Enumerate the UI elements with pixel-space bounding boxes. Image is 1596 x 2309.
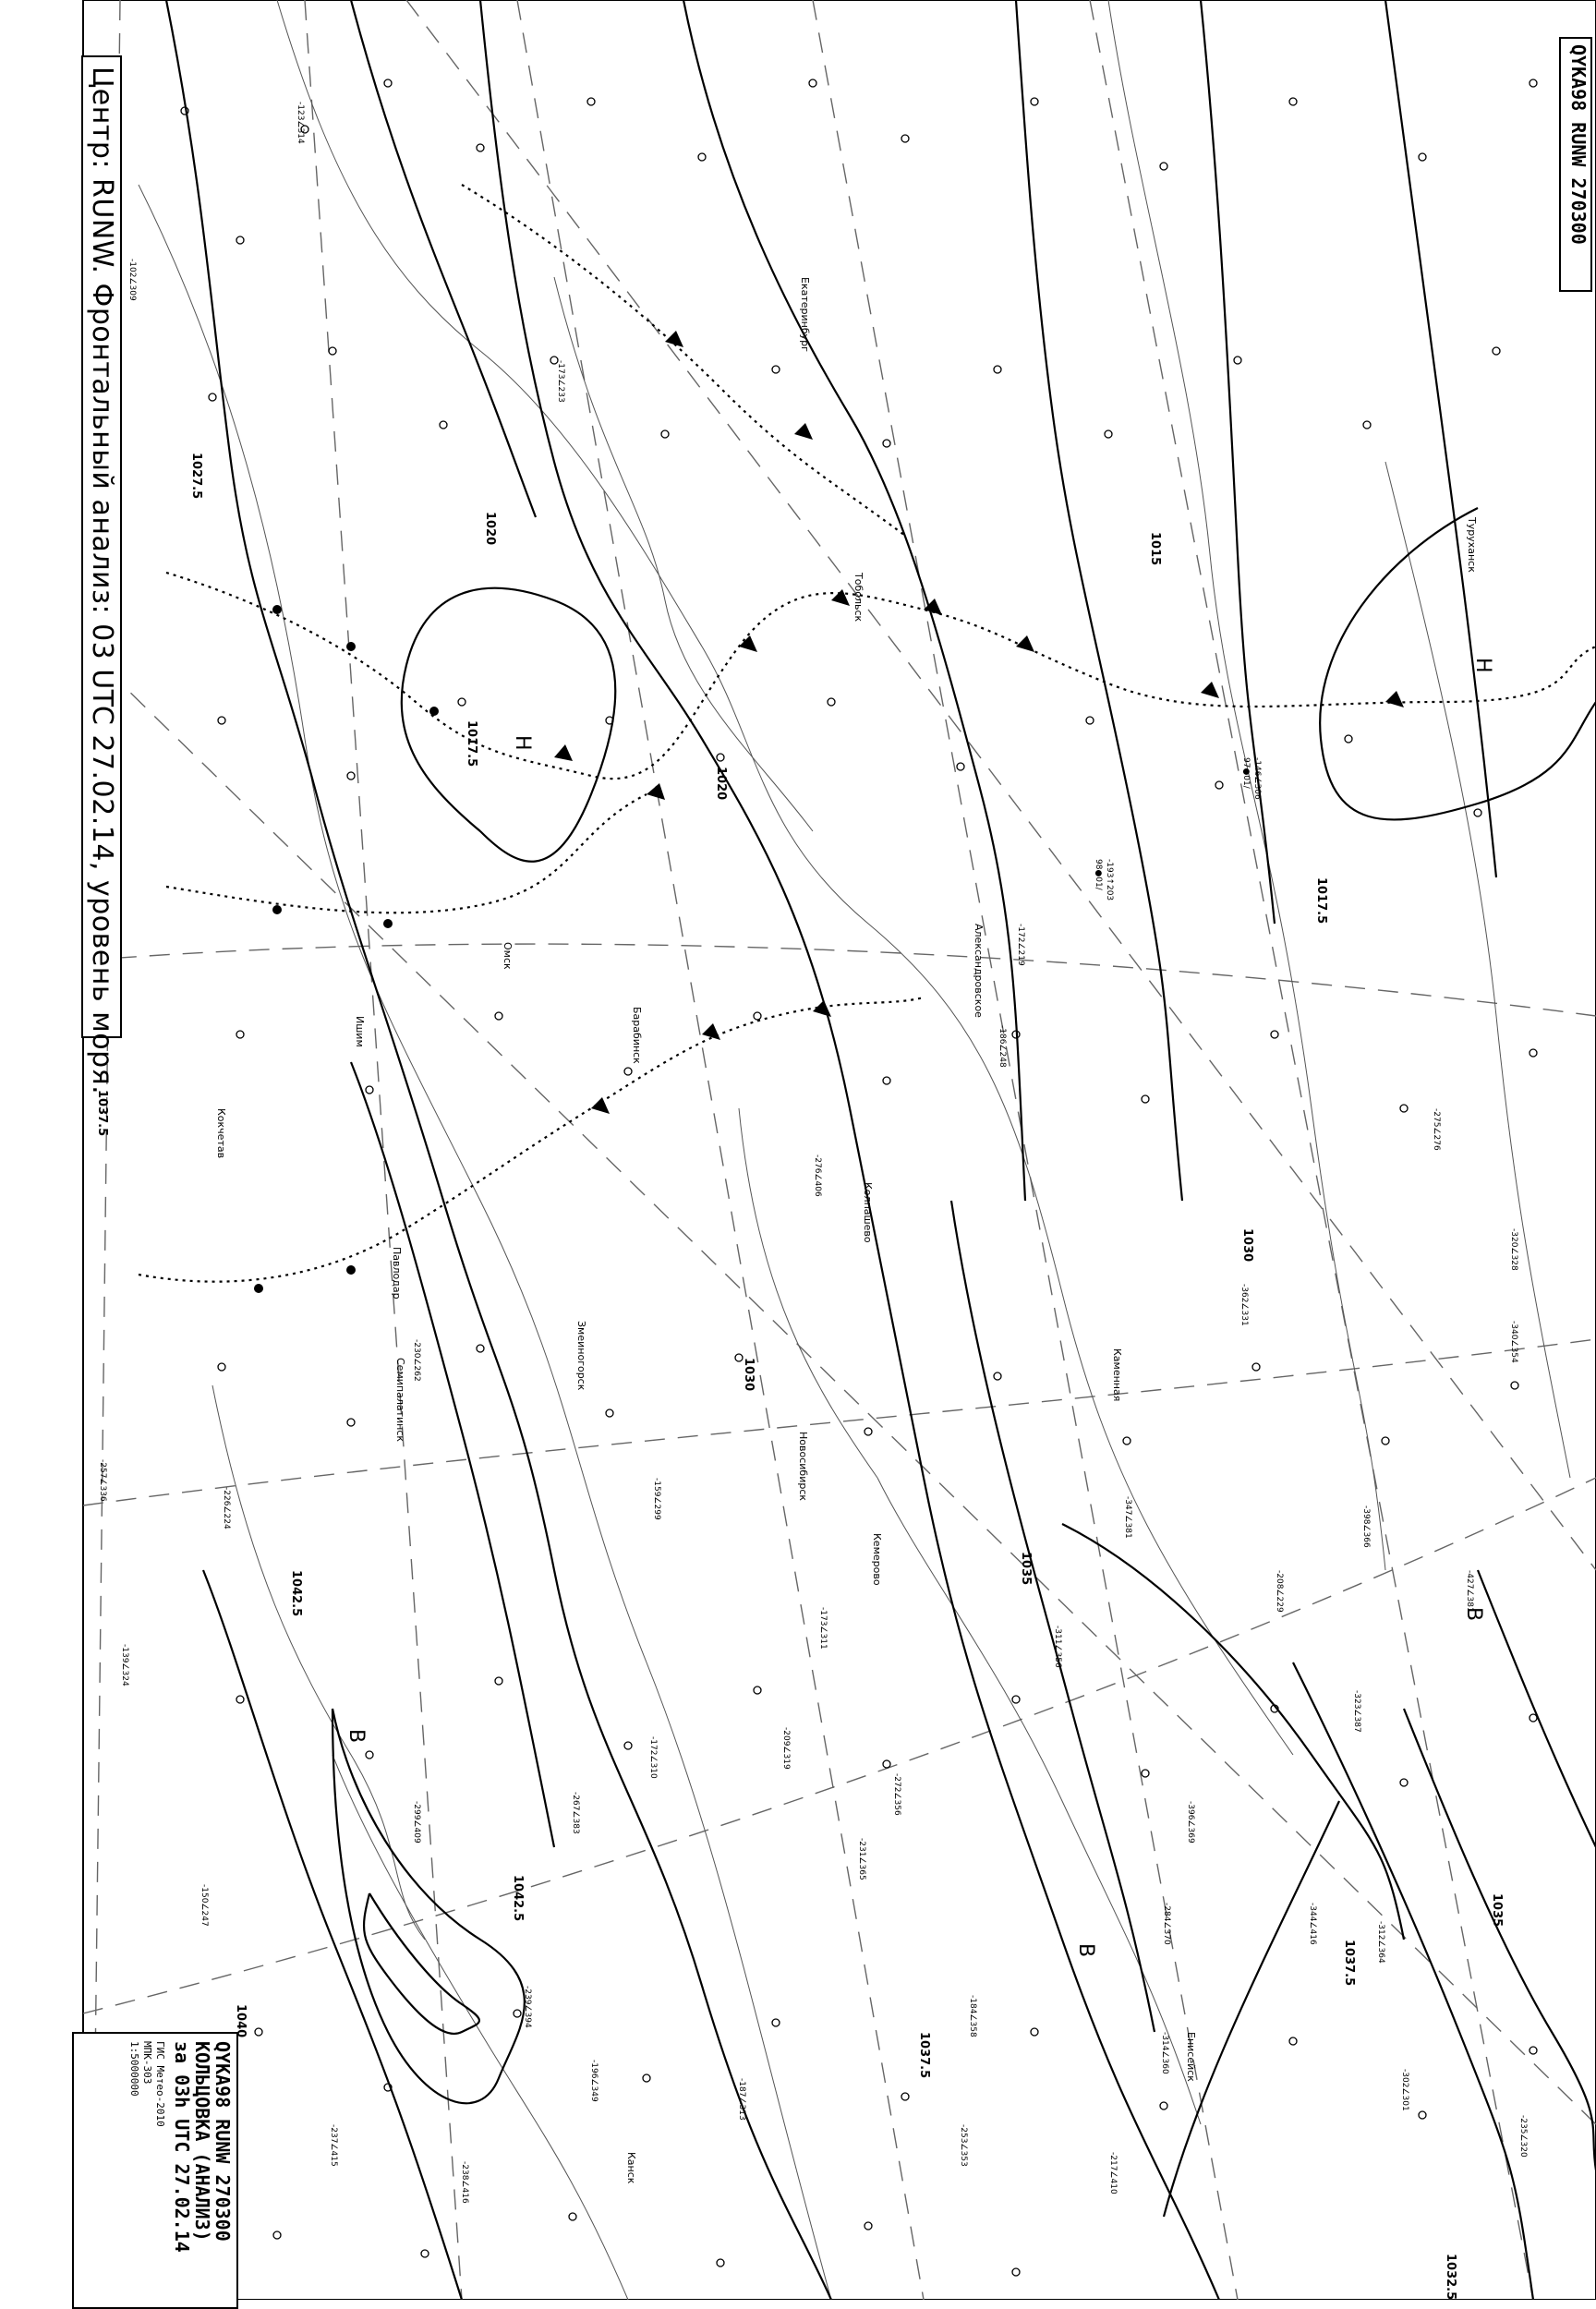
footer-line-4: ГИС Метео-2010	[154, 2041, 166, 2127]
city-name: Енисейск	[1185, 2032, 1197, 2082]
station-plot: -231∠365	[857, 1838, 866, 1880]
city-name: Колпашево	[862, 1182, 874, 1243]
isobar-label: 1040	[234, 2004, 248, 2038]
isobar-label: 1042.5	[289, 1570, 303, 1617]
code-box-top-text: QYKA98 RUNW 270300	[1567, 44, 1590, 245]
footer-line-5: МПК-303	[141, 2041, 154, 2085]
city-name: Омск	[502, 942, 514, 970]
city-name: Барабинск	[631, 1007, 643, 1064]
city-name: Александровское	[973, 924, 985, 1018]
isobar-label: 1037.5	[917, 2032, 931, 2079]
city-name: Новосибирск	[797, 1432, 809, 1502]
station-plot: -396∠369	[1186, 1801, 1195, 1844]
footer-line-6: 1:5000000	[128, 2041, 141, 2097]
isobar-label: 1030	[742, 1358, 756, 1392]
isobar-label: 1037.5	[95, 1090, 109, 1137]
footer-info-box	[72, 2032, 238, 2309]
isobar-label: 1020	[714, 767, 728, 801]
station-plot: -257∠336	[98, 1459, 107, 1502]
station-plot: -427∠381	[1465, 1570, 1474, 1613]
code-box-top	[1559, 37, 1592, 292]
city-name: Ишим	[354, 1016, 366, 1047]
station-plot: -267∠383	[571, 1792, 580, 1834]
station-plot: -172∠219	[1016, 924, 1025, 966]
isobar-label: 1037.5	[1342, 1940, 1356, 1987]
city-name: Семипалатинск	[394, 1358, 406, 1443]
station-plot: -312∠364	[1376, 1921, 1385, 1964]
station-plot: -347∠381	[1123, 1496, 1132, 1539]
city-name: Канск	[625, 2152, 637, 2184]
station-plot: -272∠356	[892, 1773, 901, 1816]
station-plot: -238∠416	[460, 2161, 469, 2204]
station-plot: -226∠224	[222, 1487, 231, 1529]
isobar-label: 1017.5	[1314, 877, 1328, 925]
isobar-label: 1042.5	[511, 1875, 525, 1922]
station-plot: -275∠276	[1432, 1108, 1441, 1151]
station-plot: -146∠306	[1252, 757, 1262, 800]
city-name: Тобольск	[852, 573, 864, 623]
station-plot: -193↑203	[1105, 859, 1114, 901]
station-plot: 97●01/	[1241, 757, 1251, 789]
city-name: Кемерово	[871, 1533, 883, 1586]
station-plot: -196∠349	[589, 2060, 598, 2102]
station-plot: -314∠360	[1160, 2032, 1169, 2074]
station-markers	[181, 79, 1537, 2276]
high-center-letter: В	[345, 1729, 368, 1744]
high-center-letter: В	[1074, 1943, 1097, 1958]
station-plot: -172∠310	[648, 1736, 658, 1779]
station-plot: -239∠394	[523, 1986, 532, 2028]
station-plot: -139∠324	[120, 1644, 129, 1686]
station-plot: 98●01/	[1094, 859, 1103, 890]
low-center-letter: Н	[1471, 658, 1494, 673]
city-name: Змеиногорск	[575, 1321, 587, 1391]
fronts	[139, 185, 1596, 1282]
station-plot: -299∠409	[412, 1801, 421, 1844]
map-frame	[83, 0, 1596, 2300]
station-plot: -187∠313	[737, 2078, 746, 2121]
station-plot: -311∠356	[1053, 1626, 1062, 1668]
station-plot: -217∠410	[1108, 2152, 1118, 2194]
station-plot: -237∠415	[329, 2124, 338, 2167]
station-plot: -302∠301	[1400, 2069, 1409, 2111]
station-plot: -230∠262	[412, 1339, 421, 1382]
isobar-label: 1030	[1240, 1228, 1254, 1263]
station-plot: -208∠229	[1275, 1570, 1284, 1613]
isobar-label: 1020	[483, 512, 497, 546]
station-plot: -150∠247	[200, 1884, 209, 1927]
city-name: Екатеринбург	[799, 277, 811, 352]
station-plot: -159∠299	[652, 1478, 661, 1520]
station-plot: -362∠331	[1239, 1284, 1249, 1326]
isobar-label: 1035	[1019, 1552, 1033, 1586]
isobar-label: 1017.5	[465, 720, 478, 768]
station-plot: -173∠233	[556, 360, 565, 403]
station-plot: -184∠358	[968, 1995, 977, 2037]
footer-line-1: QYKA98 RUNW 270300	[212, 2041, 234, 2242]
station-plot: -173∠311	[818, 1607, 828, 1650]
front-semicircles	[254, 605, 439, 1293]
coordinate-grid	[83, 0, 1596, 2300]
isobar-label: 1032.5	[1444, 2254, 1457, 2301]
main-title-box	[81, 55, 122, 1095]
city-name: Кокчетав	[215, 1108, 227, 1159]
isobar-label: 1027.5	[189, 453, 203, 500]
city-name: Каменная	[1111, 1348, 1123, 1402]
station-plot: -186∠248	[998, 1025, 1007, 1068]
city-name: Павлодар	[391, 1247, 403, 1300]
isobar-label: 1015	[1148, 532, 1162, 566]
station-plot: -209∠319	[781, 1727, 791, 1770]
station-plot: -340∠354	[1509, 1321, 1518, 1363]
low-center-letter: Н	[511, 735, 534, 751]
station-plot: -344∠416	[1308, 1903, 1317, 1945]
station-plot: -320∠328	[1509, 1228, 1518, 1271]
station-plot: -284∠370	[1162, 1903, 1171, 1945]
main-title: Центр: RUNW. Фронтальный анализ: 03 UTC 27.02.14, уровень моря.	[86, 66, 118, 1095]
station-plot: -253∠353	[959, 2124, 968, 2167]
station-plot: -276∠406	[813, 1154, 822, 1197]
station-plot: -102∠309	[127, 259, 137, 301]
station-plot: -123∠314	[296, 102, 305, 144]
footer-line-3: за 03h UTC 27.02.14	[171, 2041, 193, 2253]
footer-line-2: КОЛЬЦОВКА (АНАЛИЗ)	[191, 2041, 213, 2242]
high-center-letter: В	[1462, 1607, 1485, 1622]
station-plot: -235∠320	[1518, 2115, 1528, 2158]
station-plot: -398∠366	[1361, 1505, 1371, 1548]
station-plot: -323∠387	[1352, 1690, 1361, 1733]
city-name: Туруханск	[1466, 517, 1478, 573]
isobar-label: 1035	[1490, 1893, 1504, 1928]
